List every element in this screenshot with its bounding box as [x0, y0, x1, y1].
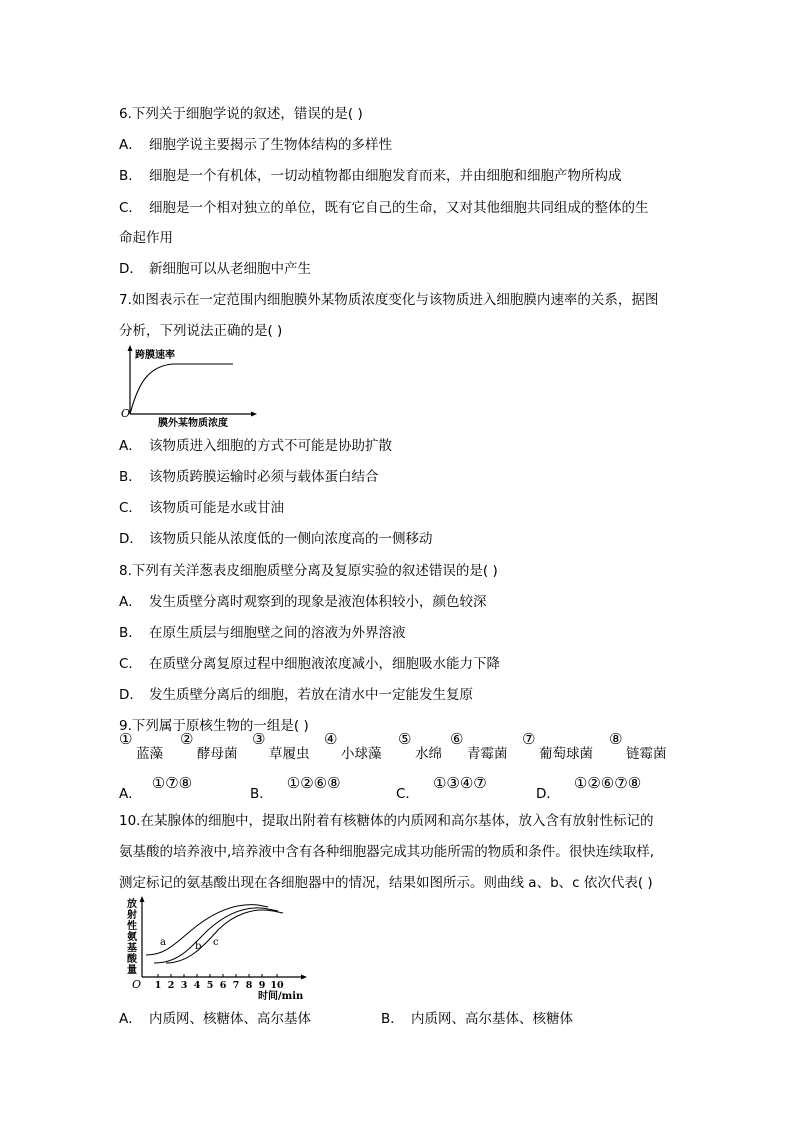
- option-label: C．: [396, 786, 419, 802]
- x-axis-label: 时间/min: [258, 991, 304, 1002]
- q7-option-a: [119, 437, 392, 455]
- option-text: 该物质可能是水或甘油: [149, 500, 284, 516]
- organism-name: 链霉菌: [626, 746, 667, 762]
- option-label: D．: [119, 687, 143, 703]
- x-axis-label: 膜外某物质浓度: [158, 418, 228, 429]
- option-label: C．: [119, 500, 142, 516]
- q9-answer-b: [250, 772, 341, 802]
- y-axis-label: [127, 897, 138, 976]
- organism-number: ②: [180, 730, 194, 748]
- option-label: D．: [536, 786, 560, 802]
- organism-name: 草履虫: [269, 746, 310, 762]
- q7-option-c: [119, 499, 284, 517]
- option-label: B．: [119, 625, 142, 641]
- organism-number: ①: [119, 730, 133, 748]
- x-axis-arrow: [251, 412, 257, 417]
- organism-name: 葡萄球菌: [539, 746, 593, 762]
- option-label: A．: [119, 786, 142, 802]
- q8-option-a: [119, 593, 487, 611]
- q9-answer-a: [119, 772, 193, 802]
- q8-option-c: [119, 655, 500, 673]
- option-text: 细胞是一个有机体，一切动植物都由细胞发育而来，并由细胞和细胞产物所构成: [149, 168, 622, 184]
- x-tick-label: 8: [245, 980, 253, 991]
- x-tick-label: 10: [270, 980, 284, 991]
- y-label-char: 放: [127, 899, 137, 910]
- q9-answer-d: [536, 772, 642, 802]
- x-tick-label: 7: [232, 980, 240, 991]
- option-text: ①③④⑦: [432, 774, 487, 792]
- option-label: D．: [119, 531, 143, 547]
- option-text: 在原生质层与细胞壁之间的溶液为外界溶液: [149, 625, 406, 641]
- option-label: A．: [119, 594, 142, 610]
- q7-stem-line2: 分析，下列说法正确的是( ): [119, 323, 283, 339]
- y-label-char: 性: [127, 921, 137, 932]
- curve-b: [154, 908, 278, 963]
- origin-label: O: [132, 978, 142, 991]
- option-label: A．: [119, 137, 142, 153]
- organism-name: 酵母菌: [197, 746, 238, 762]
- curve-label-a: a: [160, 937, 166, 948]
- organism-number: ③: [252, 730, 266, 748]
- q9-stem: 9.下列属于原核生物的一组是( ): [119, 718, 309, 734]
- option-text: 内质网、高尔基体、核糖体: [411, 1011, 573, 1027]
- q7-option-d: [119, 530, 433, 548]
- y-label-char: 射: [127, 910, 137, 921]
- organism-number: ⑦: [522, 730, 536, 748]
- y-label-char: 量: [127, 965, 137, 976]
- option-label: B．: [119, 469, 142, 485]
- q10-figure: [118, 895, 308, 1003]
- x-tick-label: 3: [180, 980, 188, 991]
- q6-option-d: [119, 260, 311, 278]
- x-tick-labels: [155, 980, 284, 991]
- option-text: 细胞学说主要揭示了生物体结构的多样性: [149, 137, 392, 153]
- option-label: B．: [250, 786, 273, 802]
- q6-option-b: [119, 167, 622, 185]
- y-label-char: 氨: [127, 932, 137, 943]
- option-text: 命起作用: [119, 230, 173, 246]
- origin-label: O: [121, 407, 131, 420]
- option-text: ①②⑥⑦⑧: [573, 774, 642, 792]
- option-text: 新细胞可以从老细胞中产生: [149, 261, 311, 277]
- option-text: 细胞是一个相对独立的单位，既有它自己的生命，又对其他细胞共同组成的整体的生: [149, 200, 649, 216]
- q10-stem-line1: 10.在某腺体的细胞中，提取出附着有核糖体的内质网和高尔基体，放入含有放射性标记的: [119, 813, 654, 829]
- y-axis-label: 跨膜速率: [135, 350, 175, 361]
- y-axis-arrow: [128, 345, 133, 351]
- q10-option-a: [119, 1010, 311, 1028]
- option-label: C．: [119, 656, 142, 672]
- option-text: 发生质壁分离后的细胞，若放在清水中一定能发生复原: [149, 687, 473, 703]
- option-label: C．: [119, 200, 142, 216]
- q6-option-c: [119, 199, 649, 217]
- q9-answer-c: [396, 772, 487, 802]
- option-text: 该物质进入细胞的方式不可能是协助扩散: [149, 438, 392, 454]
- y-label-char: 酸: [127, 954, 137, 965]
- q10-stem-line3: 测定标记的氨基酸出现在各细胞器中的情况，结果如图所示。则曲线 a、b、c 依次代表( ): [119, 875, 653, 891]
- option-label: B．: [381, 1011, 404, 1027]
- x-tick-label: 6: [219, 980, 227, 991]
- rate-curve: [130, 364, 233, 414]
- organism-number: ⑤: [398, 730, 412, 748]
- q8-stem: 8.下列有关洋葱表皮细胞质壁分离及复原实验的叙述错误的是( ): [119, 563, 498, 579]
- x-tick-label: 2: [167, 980, 175, 991]
- y-label-char: 基: [127, 943, 137, 954]
- option-label: A．: [119, 1011, 142, 1027]
- organism-name: 水绵: [415, 746, 442, 762]
- option-text: ①⑦⑧: [151, 774, 193, 792]
- q10-stem-line2: 氨基酸的培养液中,培养液中含有各种细胞器完成其功能所需的物质和条件。很快连续取样,: [119, 844, 655, 860]
- q6-option-c-cont: [119, 229, 173, 247]
- option-label: A．: [119, 438, 142, 454]
- option-text: 在质壁分离复原过程中细胞液浓度减小，细胞吸水能力下降: [149, 656, 500, 672]
- organism-number: ⑥: [450, 730, 464, 748]
- q10-option-b: [381, 1010, 573, 1028]
- q7-stem-line1: 7.如图表示在一定范围内细胞膜外某物质浓度变化与该物质进入细胞膜内速率的关系，据图: [119, 292, 659, 308]
- option-text: ①②⑥⑧: [286, 774, 341, 792]
- organism-name: 蓝藻: [136, 746, 163, 762]
- option-text: 该物质跨膜运输时必须与载体蛋白结合: [149, 469, 379, 485]
- q8-option-b: [119, 624, 406, 642]
- x-tick-label: 1: [154, 980, 162, 991]
- x-tick-label: 4: [193, 980, 201, 991]
- organism-name: 小球藻: [341, 746, 382, 762]
- x-tick-label: 5: [206, 980, 214, 991]
- q8-option-d: [119, 686, 473, 704]
- q7-figure: [118, 344, 258, 429]
- q7-option-b: [119, 468, 379, 486]
- curve-label-c: c: [213, 937, 219, 948]
- q6-stem: 6.下列关于细胞学说的叙述，错误的是( ): [119, 106, 363, 122]
- option-text: 发生质壁分离时观察到的现象是液泡体积较小，颜色较深: [149, 594, 487, 610]
- x-tick-label: 9: [258, 980, 266, 991]
- option-label: B．: [119, 168, 142, 184]
- option-text: 该物质只能从浓度低的一侧向浓度高的一侧移动: [149, 531, 433, 547]
- y-axis-arrow: [140, 896, 145, 902]
- option-label: D．: [119, 261, 143, 277]
- curve-label-b: b: [195, 941, 202, 952]
- organism-number: ⑧: [609, 730, 623, 748]
- option-text: 内质网、核糖体、高尔基体: [149, 1011, 311, 1027]
- organism-number: ④: [324, 730, 338, 748]
- x-axis-arrow: [301, 975, 307, 980]
- organism-name: 青霉菌: [467, 746, 508, 762]
- q6-option-a: [119, 136, 392, 154]
